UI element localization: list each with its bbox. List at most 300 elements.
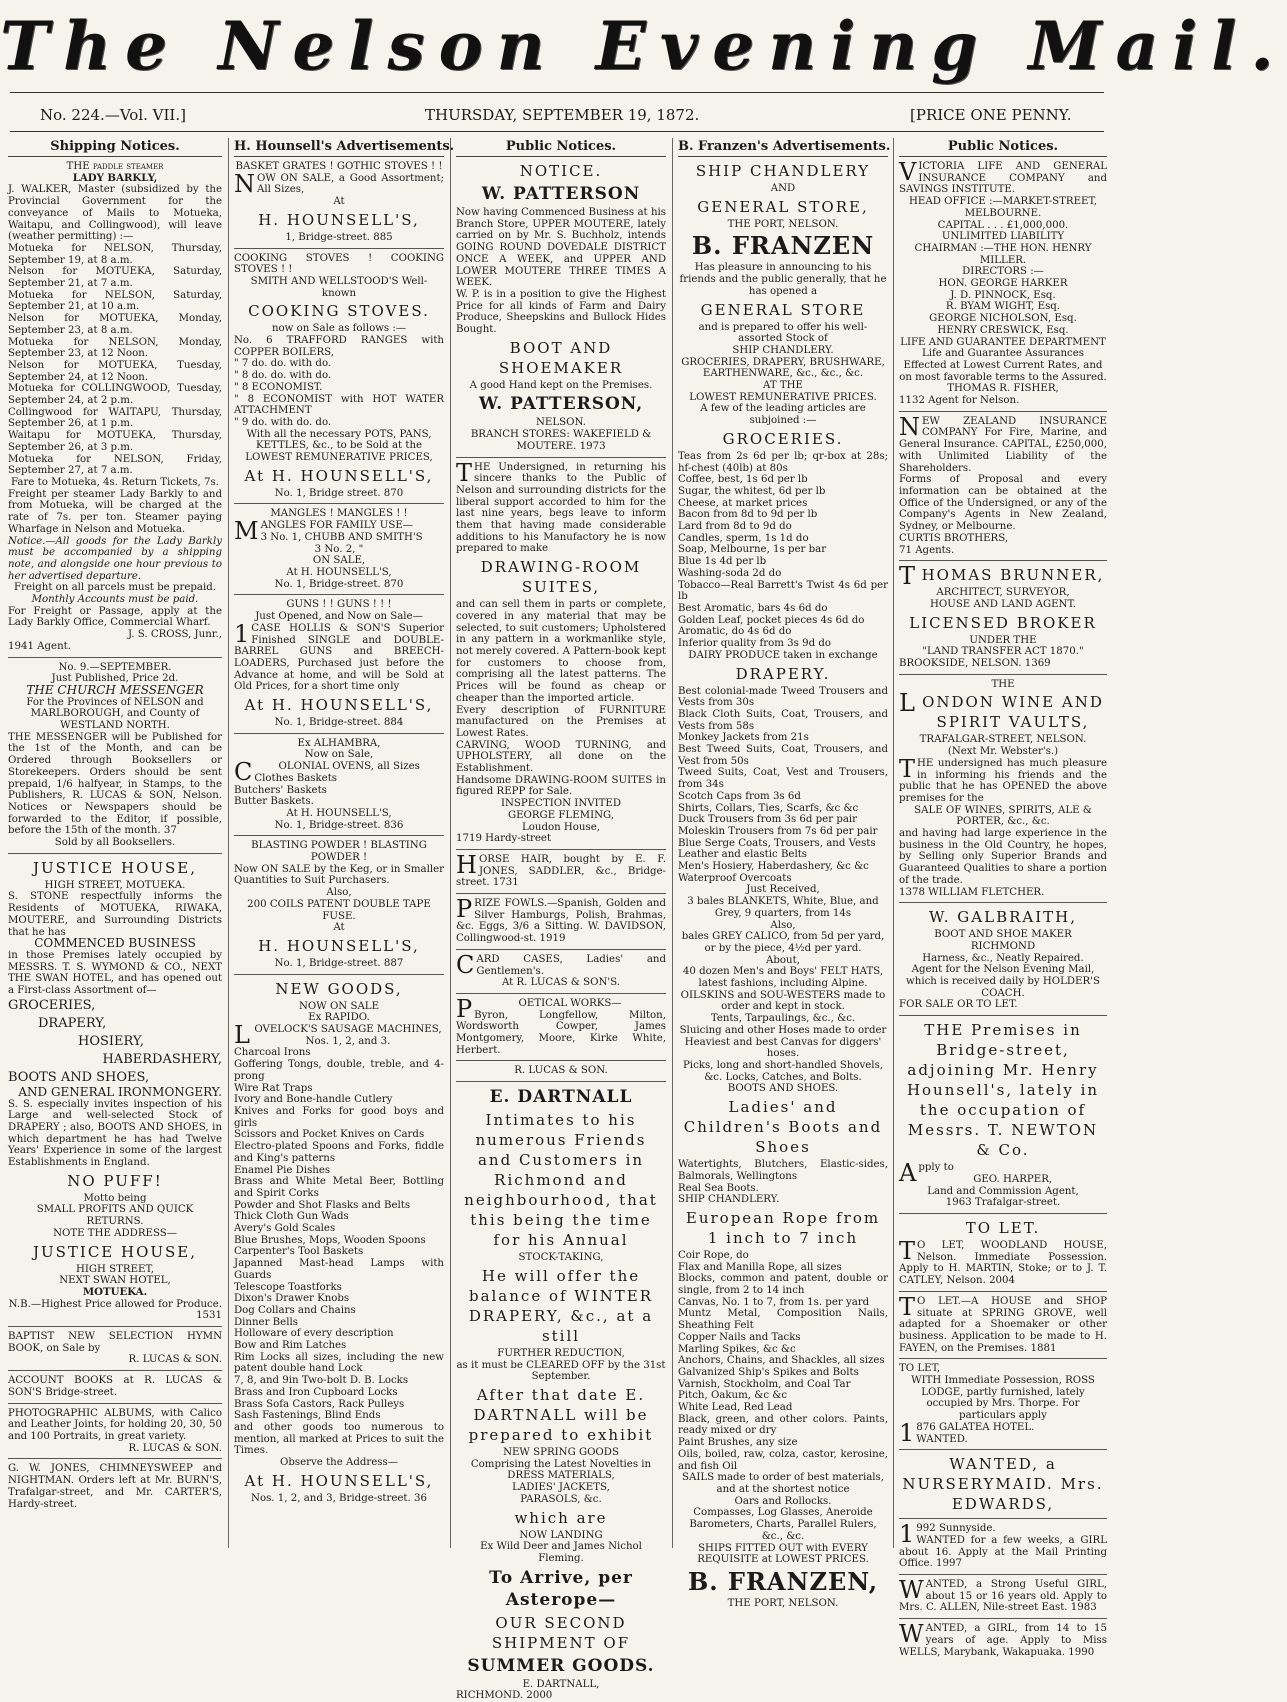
ad-line: SUMMER GOODS.: [467, 1655, 655, 1676]
ad-line: Heaviest and best Canvas for diggers' hoses.: [684, 1036, 882, 1060]
ad-line: W. PATTERSON,: [478, 394, 644, 415]
ad-line: UNDER THE: [969, 634, 1037, 646]
ad-line: WANTED for a few weeks, a GIRL about 16. Apply at the Mail Printing Office. 1997: [899, 1534, 1107, 1570]
ad-line: Dinner Bells: [234, 1316, 298, 1328]
ad-separator: [899, 1518, 1107, 1519]
ad-line: PHOTOGRAPHIC ALBUMS, with Calico and Leather Joints, for holding 20, 30, 50 and 100 Portraits, in great variety.: [8, 1407, 222, 1442]
ad-line: 7, 8, and 9in Two-bolt D. B. Locks: [234, 1375, 409, 1387]
ad-line: To Arrive, per Asterope—: [489, 1567, 633, 1610]
ad-line: No. 1, Bridge-street. 884: [274, 717, 404, 729]
ad-line: Ex Wild Deer and James Nichol Fleming.: [480, 1541, 642, 1564]
ad-line: FOR SALE OR TO LET.: [899, 999, 1018, 1011]
ad-lucas-misc: [8, 1331, 222, 1510]
ad-line: GROCERIES, DRAPERY, BRUSHWARE,: [681, 356, 885, 368]
ad-line: TO LET.: [965, 1219, 1041, 1237]
ad-line: Golden Leaf, pocket pieces 4s 6d do: [678, 614, 865, 626]
ad-line: Butter Baskets.: [234, 796, 314, 808]
ad-line: No. 6 TRAFFORD RANGES with COPPER BOILERS,: [234, 335, 444, 358]
ad-line: WANTED, a Strong Useful GIRL, about 15 or 16 years old. Apply to Mrs. C. ALLEN, Nile-street East. 1983: [899, 1576, 1107, 1614]
ad-line: LADY BARKLY,: [72, 171, 158, 184]
ad-line: He will offer the balance of WINTER DRAPERY, &c., at a still: [468, 1266, 654, 1345]
ad-line: Notice.—All goods for the Lady Barkly must be accompanied by a shipping note, and alongside one hour previous to her advertised departure.: [8, 535, 222, 582]
ad-line: Waterproof Overcoats: [678, 872, 792, 884]
ad-line: A few of the leading articles are subjoined :—: [700, 403, 866, 427]
ad-line: NEXT SWAN HOTEL,: [59, 1275, 171, 1287]
ad-line: Sash Fastenings, Blind Ends: [234, 1410, 381, 1422]
ad-line: bales GREY CALICO, from 5d per yard, or by the piece, 4½d per yard.: [681, 931, 885, 954]
ad-line: HON. GEORGE HARKER: [938, 278, 1068, 290]
ad-line: CAPITAL . . . £1,000,000.: [937, 219, 1069, 231]
issue-date: THURSDAY, SEPTEMBER 19, 1872.: [425, 106, 700, 124]
masthead: [0, 0, 1287, 92]
ad-line: Brass Sofa Castors, Rack Pulleys: [234, 1398, 405, 1410]
ad-line: LICENSED BROKER: [909, 613, 1097, 632]
ad-line: Sold by all Booksellers.: [54, 837, 176, 849]
ad-line: CURTIS BROTHERS,: [899, 532, 1009, 544]
ad-line: LOVELOCK'S SAUSAGE MACHINES, Nos. 1, 2, and 3.: [234, 1021, 442, 1050]
ad-line: Monkey Jackets from 21s: [678, 732, 809, 744]
ad-line: ON SALE,: [312, 555, 366, 567]
ad-line: HENRY CRESWICK, Esq.: [937, 324, 1069, 336]
ad-line: WANTED.: [916, 1433, 968, 1445]
ad-line: 71 Agents.: [899, 544, 955, 556]
ad-line: Washing-soda 2d do: [678, 567, 782, 579]
ad-line: (Next Mr. Webster's.): [947, 746, 1059, 758]
ad-separator: [234, 594, 444, 595]
ad-line: 1CASE HOLLIS & SON'S Superior Finished SINGLE and DOUBLE-BARREL GUNS and BREECH-LOADERS, Purchased just before the Advance at home, and will be Sold at Old Prices, for a short time only: [234, 619, 444, 693]
ad-line: N.B.—Highest Price allowed for Produce. 1531: [8, 1298, 222, 1322]
ad-line: STOCK-TAKING,: [518, 1252, 604, 1264]
ad-line: Coffee, best, 1s 6d per lb: [678, 474, 808, 486]
ad-line: 1992 Sunnyside.: [899, 1520, 996, 1549]
ad-line: " 8 ECONOMIST with HOT WATER ATTACHMENT: [234, 393, 444, 417]
ad-line: Real Sea Boots.: [678, 1182, 759, 1194]
ad-separator: [899, 1574, 1107, 1575]
ad-line: Fare to Motueka, 4s. Return Tickets, 7s.: [11, 476, 219, 488]
ad-line: DRAPERY.: [735, 664, 831, 683]
ad-line: Scotch Caps from 3s 6d: [678, 790, 801, 802]
ad-line: Motueka for COLLINGWOOD, Tuesday, September 24, at 2 p.m.: [8, 383, 222, 407]
ad-lady-barkly: [8, 161, 222, 653]
issue-price: [PRICE ONE PENNY.: [910, 106, 1072, 124]
ad-separator: [456, 849, 666, 850]
ad-line: Dixon's Drawer Knobs: [234, 1293, 350, 1305]
ad-separator: [899, 560, 1107, 561]
ad-line: WITH Immediate Possession, ROSS LODGE, partly furnished, lately occupied by Mrs. Thorpe. For particulars apply: [911, 1375, 1095, 1422]
ad-line: Telescope Toastforks: [234, 1281, 342, 1293]
ad-line: EARTHENWARE, &c., &c., &c.: [702, 368, 864, 380]
ad-line: COLONIAL OVENS, all Sizes: [234, 758, 420, 787]
ad-line: SALE OF WINES, SPIRITS, ALE & PORTER, &c., &c.: [914, 804, 1092, 828]
ad-line: Blocks, common and patent, double or single, from 2 to 14 inch: [678, 1273, 888, 1297]
ad-line: AT THE: [763, 380, 803, 392]
ad-line: W. GALBRAITH,: [928, 908, 1078, 927]
ad-line: THOMAS BRUNNER,: [899, 562, 1105, 591]
ad-line: ARCHITECT, SURVEYOR,: [936, 587, 1070, 599]
ad-line: White Lead, Red Lead: [678, 1402, 793, 1414]
ad-line: Ex RAPIDO.: [308, 1012, 370, 1024]
ad-line: Freight on all parcels must be prepaid.: [14, 582, 216, 594]
ad-line: LOWEST REMUNERATIVE PRICES.: [689, 391, 877, 403]
ad-line: GEORGE NICHOLSON, Esq.: [929, 313, 1077, 325]
ad-line: BOOTS AND SHOES.: [727, 1083, 839, 1095]
ad-separator: [8, 657, 222, 658]
ad-line: Rim Locks all sizes, including the new patent double hand Lock: [234, 1351, 444, 1375]
ad-line: Brass and White Metal Beer, Bottling and Spirit Corks: [234, 1176, 444, 1199]
ad-separator: [899, 1015, 1107, 1016]
ad-line: Now ON SALE by the Keg, or in Smaller Quantities to Suit Purchasers.: [234, 863, 444, 887]
ad-line: Sluicing and other Hoses made to order: [679, 1024, 887, 1036]
top-rule: [10, 92, 1104, 93]
ad-line: and can sell them in parts or complete, covered in any material that may be selected, to suit customers; Upholstered in any pattern in a workmanlike style, not merely covered. A Pattern-book kept for customers to choose from, comprising all the latest patterns. The Prices will be found as cheap or cheaper than the imported article.: [456, 599, 666, 704]
ad-line: Just Published, Price 2d.: [51, 673, 179, 685]
ad-line: 1132 Agent for Nelson.: [899, 395, 1020, 407]
ad-line: NOTICE.: [519, 162, 603, 180]
ad-line: Nelson for MOTUEKA, Tuesday, September 24, at 12 Noon.: [8, 359, 222, 383]
ad-line: W. P. is in a position to give the Highest Price for all kinds of Farm and Dairy Produce, Sheepskins and Bullock Hides Bought.: [456, 288, 666, 336]
ad-line: 3 bales BLANKETS, White, Blue, and Grey, 9 quarters, from 14s: [687, 896, 879, 919]
ad-line: At H. HOUNSELL'S,: [244, 696, 434, 715]
ad-line: Waitapu for MOTUEKA, Thursday, September 26, at 3 p.m.: [8, 430, 222, 453]
ad-line: TRAFALGAR-STREET, NELSON.: [919, 734, 1087, 746]
ad-line: TO LET, WOODLAND HOUSE, Nelson. Immediate Possession. Apply to H. MARTIN, Stoke; or to J. T. CATLEY, Nelson. 2004: [899, 1237, 1107, 1287]
ad-line: Motueka for NELSON, Saturday, September 21, at 10 a.m.: [8, 289, 222, 313]
ad-line: Ivory and Bone-handle Cutlery: [234, 1094, 393, 1106]
ad-separator: [234, 503, 444, 504]
column-body: [456, 161, 666, 1702]
ad-line: THE paddle steamer: [66, 161, 164, 172]
ad-line: NELSON.: [536, 417, 586, 429]
ad-line: INSPECTION INVITED: [500, 798, 622, 810]
ad-line: LONDON WINE AND SPIRIT VAULTS,: [899, 689, 1104, 732]
ad-line: WANTED, a GIRL, from 14 to 15 years of age. Apply to Miss WELLS, Marybank, Wakapuaka. 1990: [899, 1620, 1107, 1658]
ad-line: W. PATTERSON: [481, 184, 641, 204]
ad-line: Butchers' Baskets: [234, 784, 327, 796]
ad-line: NEW ZEALAND INSURANCE COMPANY For Fire, Marine, and General Insurance. CAPITAL, £250,000, with Unlimited Liability of the Shareholders.: [899, 412, 1107, 474]
ad-line: 1, Bridge-street. 885: [285, 231, 393, 243]
ad-line: Electro-plated Spoons and Forks, fiddle and King's patterns: [234, 1141, 444, 1164]
ad-separator: [899, 411, 1107, 412]
ad-line: At H. HOUNSELL'S,: [286, 807, 392, 819]
ad-line: RICHMOND. 2000: [456, 1690, 553, 1702]
ad-line: COOKING STOVES ! COOKING STOVES ! !: [234, 252, 444, 276]
ad-line: No. 1, Bridge-street. 870: [274, 578, 404, 590]
ad-line: R. LUCAS & SON.: [128, 1442, 222, 1454]
ad-line: DAIRY PRODUCE taken in exchange: [688, 649, 878, 661]
ad-line: " 8 ECONOMIST.: [234, 381, 323, 393]
column-body: [234, 161, 444, 1505]
ad-line: GENERAL STORE: [700, 300, 866, 319]
ad-line: Avery's Gold Scales: [234, 1223, 336, 1235]
ad-line: and other goods too numerous to mention, all marked at Prices to suit the Times.: [234, 1421, 444, 1457]
column-public-notices-2: [899, 138, 1107, 1658]
ad-line: MANGLES ! MANGLES ! !: [270, 508, 408, 520]
ad-church-messenger: [8, 662, 222, 849]
ad-line: 1876 GALATEA HOTEL.: [899, 1418, 1035, 1447]
ad-line: Motto being: [83, 1192, 147, 1204]
ad-line: Teas from 2s 6d per lb; qr-box at 28s; hf-chest (40lb) at 80s: [678, 450, 888, 474]
ad-line: Black, green, and other colors. Paints, ready mixed or dry: [678, 1413, 888, 1437]
ad-line: SHIPS FITTED OUT with EVERY REQUISITE at LOWEST PRICES.: [697, 1542, 869, 1566]
ad-line: BLASTING POWDER ! BLASTING POWDER !: [251, 840, 427, 864]
ad-line: About,: [766, 954, 800, 966]
ad-separator: [899, 902, 1107, 903]
ad-line: in those Premises lately occupied by MESSRS. T. S. WYMOND & CO., NEXT THE SWAN HOTEL, and has opened out a First-class Assortment of—: [8, 950, 222, 997]
ad-line: THE PORT, NELSON.: [727, 1597, 839, 1609]
ad-separator: [8, 1458, 222, 1459]
ad-line: H. HOUNSELL'S,: [258, 210, 420, 229]
ad-line: At: [333, 196, 345, 208]
ad-line: OILSKINS and SOU-WESTERS made to order and kept in stock.: [680, 989, 886, 1013]
ad-line: UNLIMITED LIABILITY: [941, 231, 1065, 243]
ad-line: Best colonial-made Tweed Trousers and Vests from 30s: [678, 685, 888, 709]
ad-line: B. FRANZEN: [691, 231, 875, 261]
ad-line: Watertights, Blutchers, Elastic-sides, Balmorals, Wellingtons: [678, 1159, 888, 1182]
ad-line: Observe the Address—: [280, 1457, 398, 1469]
ad-line: Byron, Longfellow, Milton, Wordsworth Cowper, James Montgomery, Moore, Kirke White, Herbert.: [456, 1009, 666, 1056]
ad-line: GEO. HARPER,: [973, 1173, 1053, 1185]
ad-line: No. 9.—SEPTEMBER.: [58, 661, 172, 673]
ad-line: and is prepared to offer his well-assorted Stock of: [698, 321, 868, 345]
ad-line: Soap, Melbourne, 1s per bar: [678, 544, 827, 556]
ad-line: JUSTICE HOUSE,: [32, 858, 198, 877]
ad-line: J. WALKER, Master (subsidized by the Provincial Government for the conveyance of Mails to Motueka, Waitapu, and Collingwood), will leave (weather permitting) :—: [8, 184, 222, 243]
ad-separator: [899, 1618, 1107, 1619]
ad-line: GUNS ! ! GUNS ! ! !: [286, 599, 392, 611]
ad-line: GROCERIES.: [722, 429, 844, 448]
ad-line: Charcoal Irons: [234, 1047, 311, 1059]
ad-line: 1941 Agent.: [8, 640, 71, 652]
ad-line: A good Hand kept on the Premises.: [469, 379, 653, 391]
ad-line: Compasses, Log Glasses, Aneroide Barometers, Charts, Parallel Rulers, &c., &c.: [689, 1507, 877, 1542]
ad-line: THE: [991, 678, 1015, 690]
column-public-notices: [456, 138, 666, 1702]
ad-line: Varnish, Stockholm, and Coal Tar: [678, 1378, 851, 1390]
ad-line: Bacon from 8d to 9d per lb: [678, 509, 818, 521]
ad-separator: [899, 1213, 1107, 1214]
ad-line: At: [333, 922, 345, 934]
ad-line: Black Cloth Suits, Coat, Trousers, and Vests from 58s: [678, 708, 888, 732]
ad-line: Blue 1s 4d per lb: [678, 556, 767, 568]
ad-line: At H. HOUNSELL'S,: [286, 566, 392, 578]
ad-line: TO LET,: [899, 1363, 941, 1375]
ad-separator: [8, 1370, 222, 1371]
ad-line: G. W. JONES, CHIMNEYSWEEP and NIGHTMAN. Orders left at Mr. BURN'S, Trafalgar-street, and Mr. CARTER'S, Hardy-street.: [8, 1463, 222, 1510]
ad-line: With all the necessary POTS, PANS, KETTLES, &c., to be Sold at the LOWEST REMUNERATIVE PRICES,: [245, 428, 433, 464]
ad-line: Wire Rat Traps: [234, 1082, 313, 1094]
ad-line: 1963 Trafalgar-street.: [945, 1197, 1061, 1209]
ad-line: Now on Sale,: [304, 749, 374, 761]
ad-line: Has pleasure in announcing to his friends and the public generally, that he has opened a: [679, 262, 887, 297]
ad-line: LADIES' JACKETS,: [512, 1482, 610, 1494]
ad-line: ACCOUNT BOOKS at R. LUCAS & SON'S Bridge-street.: [8, 1375, 222, 1398]
ad-line: E. DARTNALL: [489, 1087, 633, 1108]
ad-line: Dog Collars and Chains: [234, 1304, 356, 1316]
ad-line: THE Premises in Bridge-street, adjoining Mr. Henry Hounsell's, lately in the occupation of Messrs. T. NEWTON & Co.: [906, 1021, 1100, 1160]
ad-line: R. LUCAS & SON.: [128, 1354, 222, 1366]
ad-line: DRAWING-ROOM SUITES,: [480, 558, 642, 597]
ad-line: At R. LUCAS & SON'S.: [501, 977, 621, 989]
column-franzen: [678, 138, 891, 1609]
ad-line: Land and Commission Agent,: [927, 1185, 1079, 1197]
column-heading: B. Franzen's Advertisements.: [678, 138, 888, 157]
ad-line: Goffering Tongs, double, treble, and 4-prong: [234, 1059, 444, 1082]
ad-line: FURTHER REDUCTION,: [497, 1347, 625, 1359]
ad-line: MOTUEKA.: [82, 1285, 148, 1298]
ad-line: No. 1, Bridge street. 870: [274, 487, 404, 499]
ad-line: Harness, &c., Neatly Repaired.: [922, 952, 1084, 964]
ad-line: TO LET.—A HOUSE and SHOP situate at SPRING GROVE, well adapted for a Shoemaker or other business. Application to be made to H. FAYEN, on the Premises. 1881: [899, 1292, 1107, 1354]
ad-line: Coir Rope, do: [678, 1249, 749, 1261]
ad-line: RICHMOND: [970, 940, 1036, 952]
ad-line: Copper Nails and Tacks: [678, 1331, 801, 1343]
ad-line: DIRECTORS :—: [962, 266, 1044, 278]
ad-line: Agent for the Nelson Evening Mail, which is received daily by HOLDER'S COACH.: [906, 964, 1100, 999]
masthead-title: The Nelson Evening Mail.: [0, 7, 1287, 85]
ad-line: GENERAL STORE,: [697, 197, 869, 216]
ad-line: BAPTIST NEW SELECTION HYMN BOOK, on Sale by: [8, 1331, 222, 1354]
ad-line: 40 dozen Men's and Boys' FELT HATS, latest fashions, including Alpine.: [682, 966, 884, 990]
ad-line: Sugar, the whitest, 6d per lb: [678, 485, 826, 497]
ad-line: HABERDASHERY,: [102, 1051, 222, 1067]
ad-line: BOOT AND SHOE MAKER: [934, 929, 1072, 941]
ad-line: After that date E. DARTNALL will be prepared to exhibit: [468, 1386, 654, 1444]
column-shipping: [8, 138, 222, 1548]
ad-line: SMITH AND WELLSTOOD'S Well-known: [250, 275, 428, 299]
ad-line: NEW GOODS,: [275, 979, 403, 998]
ad-separator: [8, 853, 222, 854]
ad-line: SAILS made to order of best materials, and at the shortest notice: [681, 1472, 885, 1495]
ad-line: Also,: [326, 887, 352, 899]
ad-line: AND GENERAL IRONMONGERY.: [18, 1084, 222, 1099]
dateline-rule: [10, 131, 1104, 132]
ad-line: Duck Trousers from 3s 6d per pair: [678, 814, 858, 826]
ad-line: Flax and Manilla Rope, all sizes: [678, 1261, 842, 1273]
ad-line: Scissors and Pocket Knives on Cards: [234, 1129, 425, 1141]
ad-line: NEW SPRING GOODS: [503, 1447, 619, 1458]
ad-line: Nos. 1, 2, and 3, Bridge-street. 36: [251, 1492, 427, 1504]
ad-line: Shirts, Collars, Ties, Scarfs, &c &c: [678, 802, 859, 814]
ad-line: Ex ALHAMBRA,: [297, 737, 381, 749]
ad-line: AND: [770, 183, 796, 194]
ad-line: CARD CASES, Ladies' and Gentlemen's.: [456, 950, 666, 979]
ad-separator: [456, 457, 666, 458]
dateline: [0, 100, 1114, 130]
ad-line: Best Tweed Suits, Coat, Trousers, and Vest from 50s: [678, 744, 888, 767]
ad-line: Motueka for NELSON, Friday, September 27, at 7 a.m.: [8, 453, 222, 477]
ad-line: For the Provinces of NELSON and MARLBOROUGH, and County of WESTLAND NORTH.: [26, 696, 204, 732]
ad-line: Aromatic, do 4s 6d do: [678, 626, 792, 638]
ad-line: Tweed Suits, Coat, Vest and Trousers, from 34s: [678, 767, 888, 791]
column-divider: [672, 138, 673, 1548]
ad-line: HORSE HAIR, bought by E. F. JONES, SADDLER, &c., Bridge-street. 1731: [456, 850, 666, 889]
ad-line: Cheese, at market prices: [678, 497, 808, 509]
issue-number: No. 224.—Vol. VII.]: [40, 106, 186, 124]
column-body: [678, 161, 888, 1610]
ad-line: Marling Spikes, &c &c: [678, 1343, 796, 1355]
ad-line: POETICAL WORKS—: [456, 994, 622, 1023]
ad-line: " 8 do. do. with do.: [234, 370, 332, 382]
ad-line: Just Received,: [746, 884, 820, 896]
ad-line: Now having Commenced Business at his Branch Store, UPPER MOUTERE, lately carried on by Mr. S. Buchholz, intends GOING ROUND DOVEDALE DISTRICT ONCE A WEEK, and UPPER AND LOWER MOUTERE THREE TIMES A WEEK.: [456, 207, 666, 289]
ad-line: LIFE AND GUARANTEE DEPARTMENT: [900, 336, 1106, 348]
ad-line: Forms of Proposal and every information can be obtained at the Office of the Undersigned, or any of the Company's Agents in New Zealand, Sydney, or Melbourne.: [899, 474, 1107, 533]
ad-line: No. 1, Bridge-street. 887: [274, 957, 404, 969]
ad-separator: [456, 993, 666, 994]
ad-line: Blue Serge Coats, Trousers, and Vests: [678, 837, 876, 849]
ad-line: PARASOLS, &c.: [520, 1493, 602, 1505]
ad-line: S. S. especially invites inspection of his Large and well-selected Stock of DRAPERY ; also, BOOTS AND SHOES, in which department he has had Twelve Years' Experience in some of the largest Establishments in England.: [8, 1098, 222, 1169]
ad-line: NOW ON SALE: [298, 1000, 380, 1012]
ad-separator: [899, 674, 1107, 675]
ad-line: SHIP CHANDLERY: [695, 162, 871, 180]
ad-line: Canvas, No. 1 to 7, from 1s. per yard: [678, 1296, 870, 1308]
ad-line: At H. HOUNSELL'S,: [244, 1471, 434, 1490]
ad-line: Comprising the Latest Novelties in: [470, 1458, 652, 1470]
ad-line: Pitch, Oakum, &c &c: [678, 1390, 788, 1402]
ad-line: Handsome DRAWING-ROOM SUITES in figured REPP for Sale.: [456, 774, 666, 798]
ad-line: GEORGE FLEMING,: [507, 809, 615, 821]
ad-line: Clothes Baskets: [254, 772, 338, 784]
ad-line: 3 No. 1, CHUBB AND SMITH'S: [260, 531, 423, 543]
ad-line: THE Undersigned, in returning his sincere thanks to the Public of Nelson and surrounding districts for the liberal support accorded to him for the last nine years, begs leave to inform them that having made considerable additions to his Manufactory he is now prepared to make: [456, 458, 666, 555]
column-divider: [893, 138, 894, 1548]
ad-line: Freight per steamer Lady Barkly to and from Motueka, will be charged at the rate of 7s. per ton. Steamer paying Wharfage in Nelson and Motueka.: [8, 488, 222, 535]
ad-line: Brass and Iron Cupboard Locks: [234, 1386, 398, 1398]
ad-separator: [234, 248, 444, 249]
ad-line: Apply to: [899, 1159, 954, 1188]
ad-line: NOW LANDING: [519, 1529, 603, 1541]
ad-line: Thick Cloth Gun Wads: [234, 1211, 349, 1223]
ad-line: GROCERIES,: [8, 997, 96, 1013]
ad-line: as it must be CLEARED OFF by the 31st September.: [456, 1359, 666, 1383]
ad-line: R. BYAM WIGHT, Esq.: [945, 301, 1061, 313]
ad-line: Anchors, Chains, and Shackles, all sizes: [678, 1355, 885, 1367]
ad-line: THE PORT, NELSON.: [727, 218, 839, 230]
ad-line: THE MESSENGER will be Published for the 1st of the Month, and can be Ordered through Booksellers or Storekeepers. Orders should be sent prepaid, 1/6 halfyear, in Stamps, to the Publishers, R. LUCAS & SON, Nelson. Notices or Newspapers should be forwarded to the Editor, if possible, before the 15th of the month. 37: [8, 731, 222, 837]
ad-justice-house: [8, 858, 222, 1322]
ad-line: CARVING, WOOD TURNING, and UPHOLSTERY, all done on the Establishment.: [456, 739, 666, 775]
ad-line: Japanned Mast-head Lamps with Guards: [234, 1258, 444, 1281]
ad-line: 1378 WILLIAM FLETCHER.: [899, 886, 1045, 898]
ad-line: S. STONE respectfully informs the Residents of MOTUEKA, RIWAKA, MOUTERE, and Surrounding Districts that he has: [8, 891, 222, 938]
ad-line: NOW ON SALE, a Good Assortment; All Sizes,: [234, 169, 444, 198]
ad-line: Paint Brushes, any size: [678, 1437, 798, 1449]
ad-line: Knives and Forks for good boys and girls: [234, 1106, 444, 1129]
ad-line: At H. HOUNSELL'S,: [244, 466, 434, 485]
ad-line: Lard from 8d to 9d do: [678, 521, 792, 533]
ad-line: THOMAS R. FISHER,: [947, 383, 1059, 395]
ad-line: HOSIERY,: [78, 1033, 144, 1049]
ad-line: SMALL PROFITS AND QUICK RETURNS.: [36, 1204, 194, 1228]
column-divider: [450, 138, 451, 1548]
ad-line: Bow and Rim Latches: [234, 1340, 347, 1352]
ad-line: Galvanized Ship's Spikes and Bolts: [678, 1366, 859, 1378]
column-heading: H. Hounsell's Advertisements.: [234, 138, 444, 157]
ad-line: 200 COILS PATENT DOUBLE TAPE FUSE.: [247, 898, 431, 922]
column-heading: Shipping Notices.: [8, 138, 222, 157]
ad-line: Motueka for NELSON, Thursday, September 19, at 8 a.m.: [8, 242, 222, 266]
ad-separator: [899, 1449, 1107, 1450]
ad-line: E. DARTNALL,: [522, 1678, 600, 1690]
ad-line: HIGH STREET, MOTUEKA.: [44, 879, 186, 891]
column-divider: [228, 138, 229, 1548]
ad-line: Nelson for MOTUEKA, Saturday, September 21, at 7 a.m.: [8, 266, 222, 290]
ad-line: PRIZE FOWLS.—Spanish, Golden and Silver Hamburgs, Polish, Brahmas, &c. Eggs, 3/6 a Sitting. W. DAVIDSON, Collingwood-st. 1919: [456, 895, 666, 945]
ad-separator: [234, 733, 444, 734]
ad-line: Candles, sperm, 1s 1d do: [678, 532, 809, 544]
ad-line: VICTORIA LIFE AND GENERAL INSURANCE COMPANY and SAVINGS INSTITUTE.: [899, 158, 1107, 196]
